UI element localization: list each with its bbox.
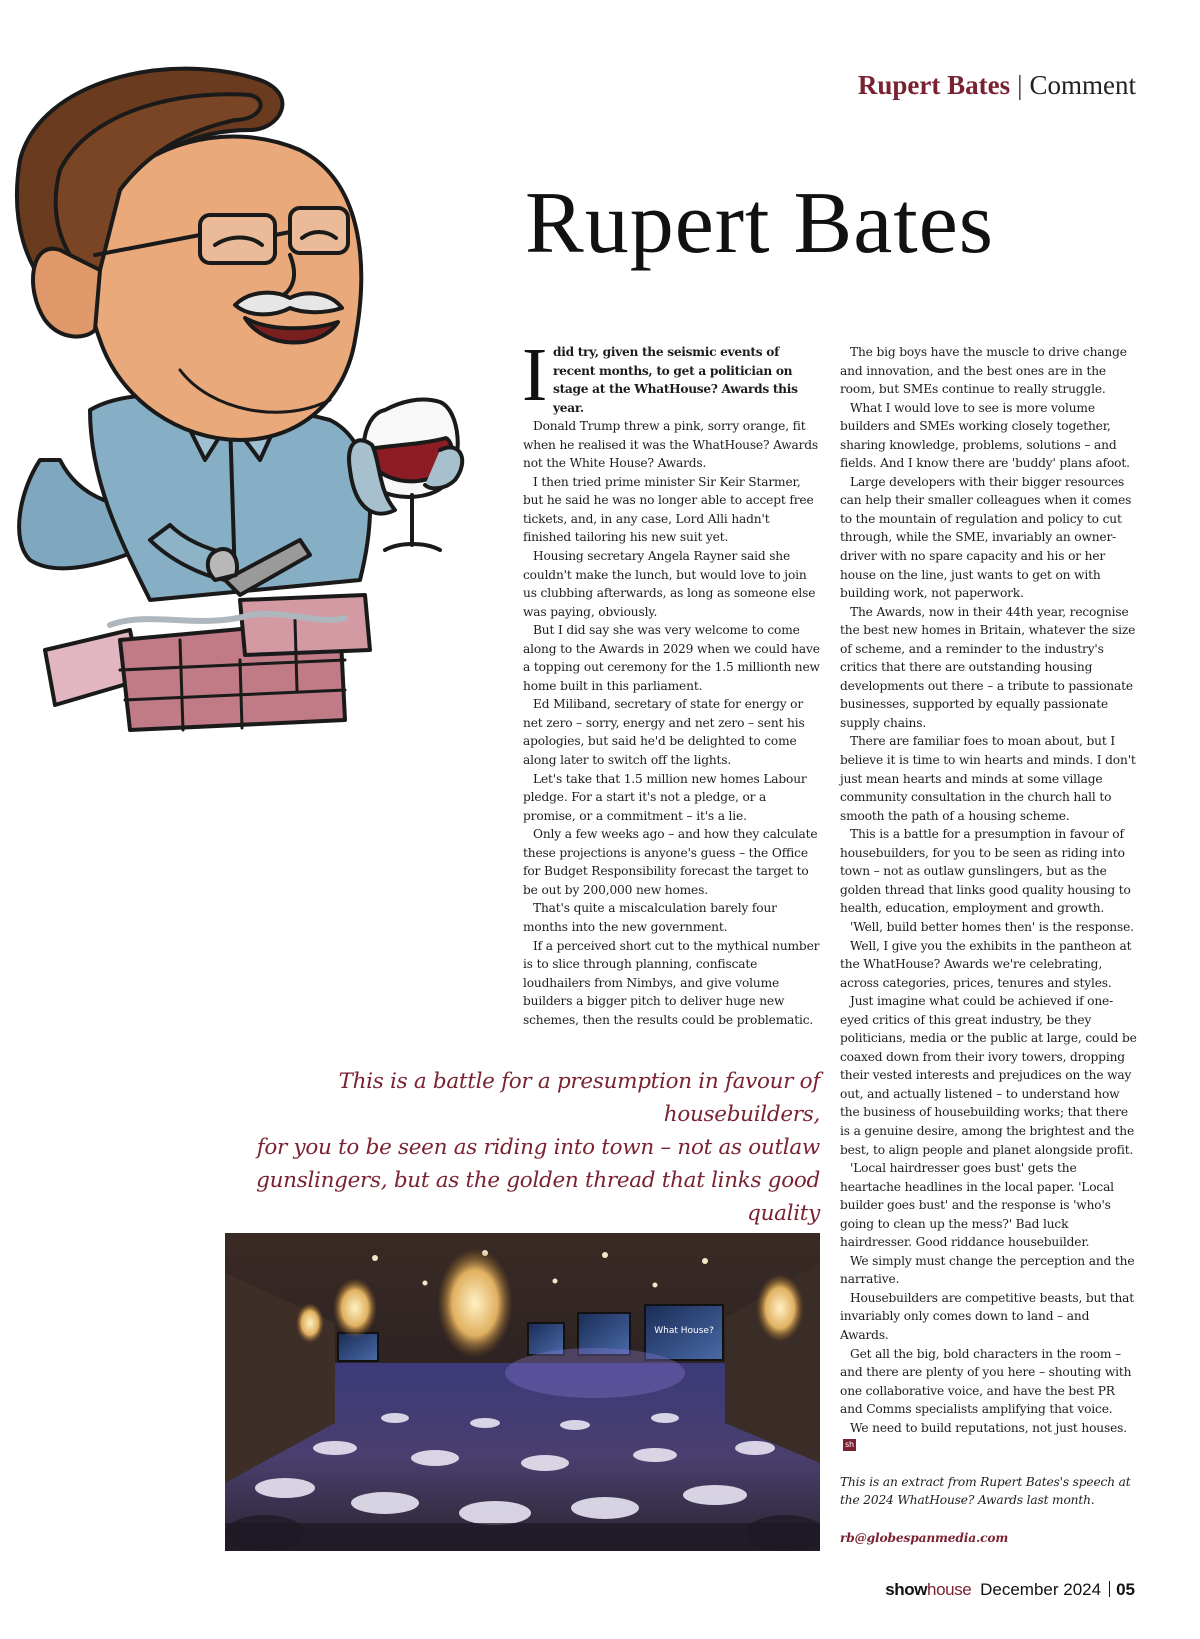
article-paragraph: Donald Trump threw a pink, sorry orange, fit when he realised it was the WhatHouse? Awards not the White House? Awards. [523, 419, 819, 471]
drop-cap: I [522, 333, 548, 417]
article-paragraph: But I did say she was very welcome to come along to the Awards in 2029 when we could have a topping out ceremony for the 1.5 millionth new home built in this parliament. [523, 623, 820, 693]
pull-quote-line: This is a battle for a presumption in favour of housebuilders, [338, 1069, 820, 1127]
header-author: Rupert Bates [857, 70, 1011, 100]
pull-quote-line: for you to be seen as riding into town – not as outlaw [256, 1135, 820, 1160]
article-paragraph: That's quite a miscalculation barely four months into the new government. [523, 901, 777, 934]
author-email-link[interactable]: rb@globespanmedia.com [840, 1530, 1009, 1545]
article-paragraph: The Awards, now in their 44th year, recognise the best new homes in Britain, whatever the size of scheme, and a reminder to the industry's critics that there are outstanding housing developments out there – a tribute to passionate businesses, supported by equally passionate supply chains. [840, 604, 1136, 730]
pull-quote-line: gunslingers, but as the golden thread that links good quality [256, 1168, 820, 1226]
article-lead-paragraph: Idid try, given the seismic events of recent months, to get a politician on stage at the WhatHouse? Awards this year. [522, 333, 798, 417]
screen-logo-text: What House? [654, 1326, 714, 1336]
article-paragraph: If a perceived short cut to the mythical number is to slice through planning, confiscate loudhailers from Nimbys, and give volume builders a bigger pitch to deliver huge new schemes, then the results could be problematic. [523, 938, 820, 1027]
article-paragraph: We simply must change the perception and the narrative. [840, 1253, 1135, 1287]
page-footer [885, 1580, 1135, 1600]
article-paragraph: 'Local hairdresser goes bust' gets the heartache headlines in the local paper. 'Local builder goes bust' and the response is 'who's going to clean up the mess?' Bad luck hairdresser. Good riddance housebuilder. [840, 1161, 1114, 1250]
article-paragraph: Housing secretary Angela Rayner said she couldn't make the lunch, but would love to join us clubbing afterwards, as long as someone else was paying, obviously. [523, 549, 816, 619]
article-paragraph: Let's take that 1.5 million new homes Labour pledge. For a start it's not a pledge, or a promise, or a commitment – it's a lie. [523, 771, 807, 823]
header-section: Comment [1029, 70, 1136, 100]
article-column-2 [840, 343, 1138, 1547]
article-paragraph: I then tried prime minister Sir Keir Starmer, but he said he was no longer able to accept free tickets, and, in any case, Lord Alli hadn't finished tailoring his new suit yet. [523, 474, 814, 545]
header-separator: | [1017, 70, 1023, 100]
article-paragraph: The big boys have the muscle to drive change and innovation, and the best ones are in the room, but SMEs continue to really struggle. [840, 345, 1127, 397]
article-paragraph: Get all the big, bold characters in the room – and there are plenty of you here – shouting with one collaborative voice, and have the best PR and Comms specialists amplifying that voice. [840, 1346, 1132, 1417]
extract-note: This is an extract from Rupert Bates's speech at the 2024 WhatHouse? Awards last month. [840, 1474, 1131, 1508]
article-paragraph: Large developers with their bigger resources can help their smaller colleagues when it comes to the mountain of regulation and policy to cut through, while the SME, invariably an owner-driver with no spare capacity and his or her house on the line, just wants to get on with building work, not paperwork. [840, 474, 1132, 601]
end-mark-badge: sh [845, 1440, 854, 1450]
article-paragraph: There are familiar foes to moan about, but I believe it is time to win hearts and minds. I don't just mean hearts and minds at some village community consultation in the church hall to smooth the path of a housing scheme. [840, 734, 1136, 823]
footer-brand-light: house [927, 1580, 972, 1599]
footer-issue-date: December 2024 [980, 1580, 1102, 1599]
caricature-man-wine-glass-trowel-bricks-icon [0, 40, 510, 740]
article-column-1 [522, 333, 821, 1029]
article-closing-paragraph: We need to build reputations, not just houses.sh [845, 1420, 1127, 1450]
article-paragraph: Ed Miliband, secretary of state for energy or net zero – sorry, energy and net zero – sent his apologies, but said he'd be delighted to come along later to switch off the lights. [523, 697, 805, 768]
article-title: Rupert Bates [525, 175, 995, 272]
page-number: 05 [1116, 1580, 1135, 1599]
footer-divider [1109, 1581, 1110, 1597]
article-paragraph: Just imagine what could be achieved if one-eyed critics of this great industry, be they politicians, media or the public at large, could be coaxed down from their ivory towers, dropping their vested interests and prejudices on the way out, and actually listened – to understand how the business of housebuilding works; that there is a genuine desire, among the brightest and the best, to align people and planet alongside profit. [840, 994, 1137, 1157]
article-paragraph: 'Well, build better homes then' is the response. [850, 919, 1134, 934]
article-paragraph: What I would love to see is more volume builders and SMEs working closely together, sharing knowledge, problems, solutions – and fields. And I know there are 'buddy' plans afoot. [840, 400, 1130, 471]
article-paragraph: Only a few weeks ago – and how they calculate these projections is anyone's guess – the Office for Budget Responsibility forecast the target to be out by 200,000 new homes. [523, 827, 818, 897]
article-paragraph: Well, I give you the exhibits in the pantheon at the WhatHouse? Awards we're celebrating, across categories, prices, tenures and styles. [840, 938, 1132, 990]
article-paragraph: Housebuilders are competitive beasts, but that invariably only comes down to land – and Awards. [840, 1290, 1135, 1342]
footer-brand-bold: show [885, 1580, 928, 1599]
awards-ballroom-photo-icon [225, 1233, 820, 1551]
article-paragraph: This is a battle for a presumption in favour of housebuilders, for you to be seen as riding into town – not as outlaw gunslingers, but as the golden thread that links good quality housing to health, education, employment and growth. [840, 827, 1131, 916]
page-header [858, 70, 1136, 101]
